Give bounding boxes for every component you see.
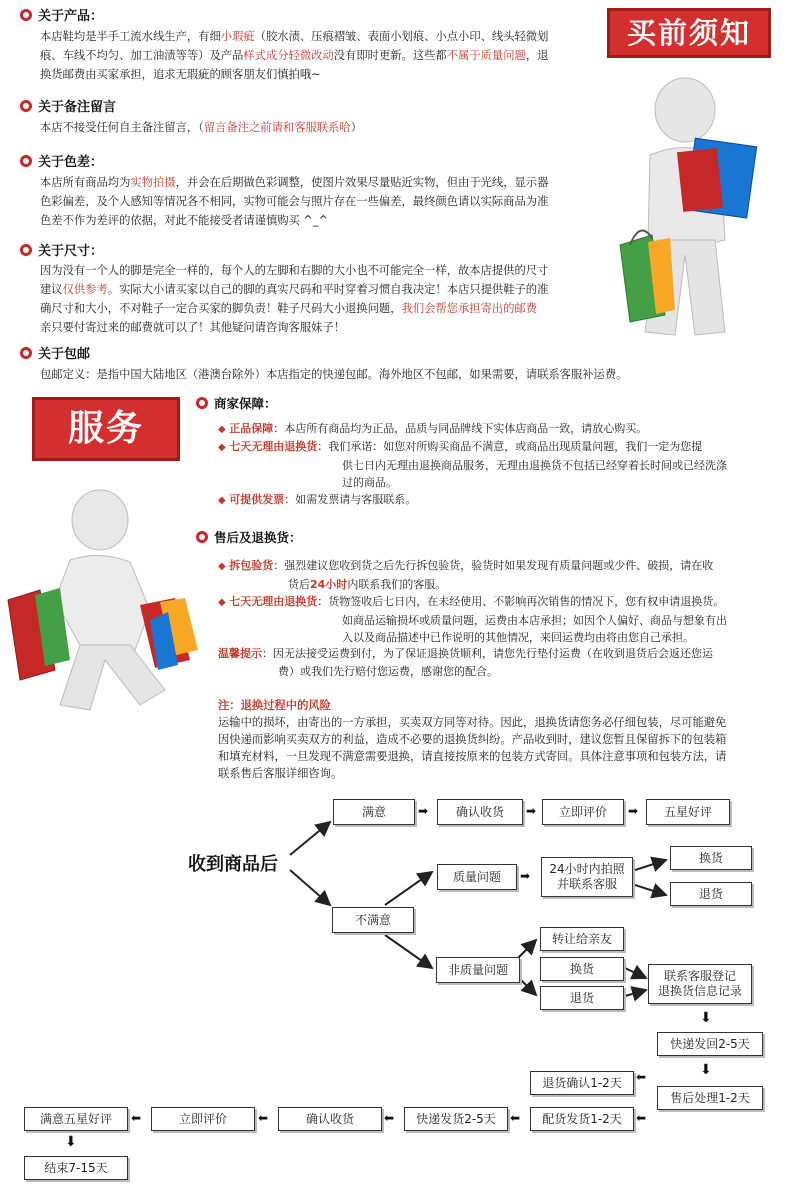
service-banner: 服务 [32, 397, 180, 461]
guarantee-invoice: ◆ 可提供发票：如需发票请与客服联系。 [218, 493, 417, 506]
shopper-figure-top [590, 70, 790, 350]
flow-return-1: 退货 [670, 882, 752, 906]
arrow-right-icon: ➡ [526, 804, 537, 818]
notice-banner: 买前须知 [607, 8, 771, 58]
flow-ship-back: 快递发回2-5天 [657, 1032, 763, 1056]
flow-end: 结束7-15天 [24, 1156, 128, 1180]
arrow-left-icon: ⬅ [258, 1111, 269, 1125]
bullet-icon [196, 397, 208, 409]
flow-exchange-1: 换货 [670, 846, 752, 870]
flow-refund-confirm: 退货确认1-2天 [530, 1071, 634, 1095]
bullet-icon [20, 244, 32, 256]
section-title-shipping: 关于包邮 [20, 343, 90, 362]
bullet-icon [20, 155, 32, 167]
after-inspect: ◆ 拆包验货：强烈建议您收到货之后先行拆包验货，验货时如果发现有质量问题或少件、破损，请在收 货后24小时内联系我们的客服。 [218, 559, 714, 591]
diamond-icon: ◆ [218, 495, 226, 506]
flow-five-star: 五星好评 [646, 799, 730, 825]
arrow-left-icon: ⬅ [636, 1070, 647, 1084]
arrow-down-icon: ⬇ [700, 1010, 712, 1026]
shopper-figure-bottom [0, 480, 210, 720]
bullet-icon [20, 347, 32, 359]
section-title-after-sale: 售后及退换货： [196, 528, 302, 546]
bullet-icon [20, 100, 32, 112]
flow-redispatch: 配货发货1-2天 [530, 1107, 634, 1131]
flow-review-2: 立即评价 [151, 1107, 255, 1131]
flow-return-2: 退货 [540, 986, 624, 1010]
section-title-color: 关于色差： [20, 151, 103, 170]
flow-nonquality: 非质量问题 [436, 957, 520, 983]
arrow-left-icon: ⬅ [384, 1111, 395, 1125]
flow-gift: 转让给亲友 [540, 927, 624, 951]
diamond-icon: ◆ [218, 561, 226, 572]
section-title-product: 关于产品： [20, 5, 103, 24]
arrow-right-icon: ➡ [628, 804, 639, 818]
arrow-left-icon: ⬅ [636, 1111, 647, 1125]
arrow-left-icon: ⬅ [131, 1111, 142, 1125]
section-title-size: 关于尺寸： [20, 240, 103, 259]
flow-express: 快递发货2-5天 [404, 1107, 508, 1131]
flow-register: 联系客服登记 退换货信息记录 [648, 964, 752, 1004]
arrow-down-icon: ⬇ [700, 1062, 712, 1078]
guarantee-genuine: ◆ 正品保障：本店所有商品均为正品，品质与同品牌线下实体店商品一致，请放心购买。 [218, 422, 648, 435]
color-text: 本店所有商品均为实物拍摄，并会在后期做色彩调整，使图片效果尽量贴近实物，但由于光线，显示器 色彩偏差，及个人感知等情况各不相同，实物可能会与照片存在一些偏差，最终颜色请以实际商品为准 色差不作为差评的依据，对此不能接受者请谨慎购买 ^_^ [40, 176, 549, 227]
section-title-guarantee: 商家保障： [196, 394, 277, 412]
diamond-icon: ◆ [218, 424, 226, 435]
flow-satisfied: 满意 [333, 799, 415, 825]
flow-unsatisfied: 不满意 [332, 907, 414, 933]
remark-text: 本店不接受任何自主备注留言，（留言备注之前请和客服联系哈） [40, 121, 362, 134]
flow-review-1: 立即评价 [542, 799, 624, 825]
flow-photo-contact: 24小时内拍照 并联系客服 [541, 857, 633, 897]
flow-quality: 质量问题 [437, 864, 517, 890]
after-tip: 温馨提示：因无法接受运费到付，为了保证退换货顺利，请您先行垫付运费（在收到退货后会返还您运 费）或我们先行赔付您运费，感谢您的配合。 [218, 647, 713, 678]
flow-start-label: 收到商品后 [188, 854, 278, 875]
flow-confirm-2: 确认收货 [278, 1107, 382, 1131]
after-seven-day: ◆ 七天无理由退换货：货物签收后七日内，在未经使用、不影响再次销售的情况下，您有权申请退换货。 如商品运输损坏或质量问题，运费由本店承担；如因个人偏好、商品与想象有出 入以及商品描述中已作说明的其他情况，来回运费均由将由您自己承担。 [218, 595, 727, 644]
product-text: 本店鞋均是半手工流水线生产，有细小瑕疵（胶水渍、压痕褶皱、表面小划痕、小点小印、线头轻微划 痕、车线不均匀、加工油渍等等）及产品样式成分轻微改动没有即时更新。这些都不属于质量问题，退 换货邮费由买家承担，追求无瑕疵的顾客朋友们慎拍哦~ [40, 30, 549, 81]
arrow-right-icon: ➡ [520, 869, 531, 883]
bullet-icon [20, 9, 32, 21]
flow-after-sale: 售后处理1-2天 [657, 1086, 763, 1110]
diamond-icon: ◆ [218, 597, 226, 608]
flow-satisfied-five: 满意五星好评 [24, 1107, 128, 1131]
flow-confirm-1: 确认收货 [437, 799, 523, 825]
diamond-icon: ◆ [218, 442, 226, 453]
flow-exchange-2: 换货 [540, 957, 624, 981]
bullet-icon [196, 531, 208, 543]
risk-note: 注：退换过程中的风险 运输中的损坏，由寄出的一方承担，买卖双方同等对待。因此，退换货请您务必仔细包装，尽可能避免 因快递而影响买卖双方的利益，造成不必要的退换货纠纷。产品收到时，建议您暂且保留拆下的包装箱 和填充材料，一旦发现不满意需要退换，请直接按原来的包装方式寄回。具体注意事项和包装方法，请 联系售后客服详细咨询。 [218, 699, 727, 780]
section-title-remark: 关于备注留言 [20, 96, 116, 115]
arrow-right-icon: ➡ [418, 804, 429, 818]
shipping-text: 包邮定义：是指中国大陆地区（港澳台除外）本店指定的快递包邮。海外地区不包邮，如果需要，请联系客服补运费。 [40, 368, 628, 381]
arrow-left-icon: ⬅ [510, 1111, 521, 1125]
size-text: 因为没有一个人的脚是完全一样的，每个人的左脚和右脚的大小也不可能完全一样，故本店提供的尺寸 建议仅供参考。实际大小请买家以自己的脚的真实尺码和平时穿着习惯自我决定！本店只提供鞋子的准 确尺寸和大小，不对鞋子一定合买家的脚负责！鞋子尺码大小退换问题，我们会帮您承担寄出的邮费 亲只要付寄过来的邮费就可以了！其他疑问请咨询客服妹子！ [40, 264, 549, 334]
arrow-down-icon: ⬇ [65, 1134, 77, 1150]
guarantee-seven-day: ◆ 七天无理由退换货：我们承诺：如您对所购买商品不满意，或商品出现质量问题，我们一定为您提 供七日内无理由退换商品服务，无理由退换货不包括已经穿着长时间或已经洗涤 过的商品。 [218, 440, 727, 489]
